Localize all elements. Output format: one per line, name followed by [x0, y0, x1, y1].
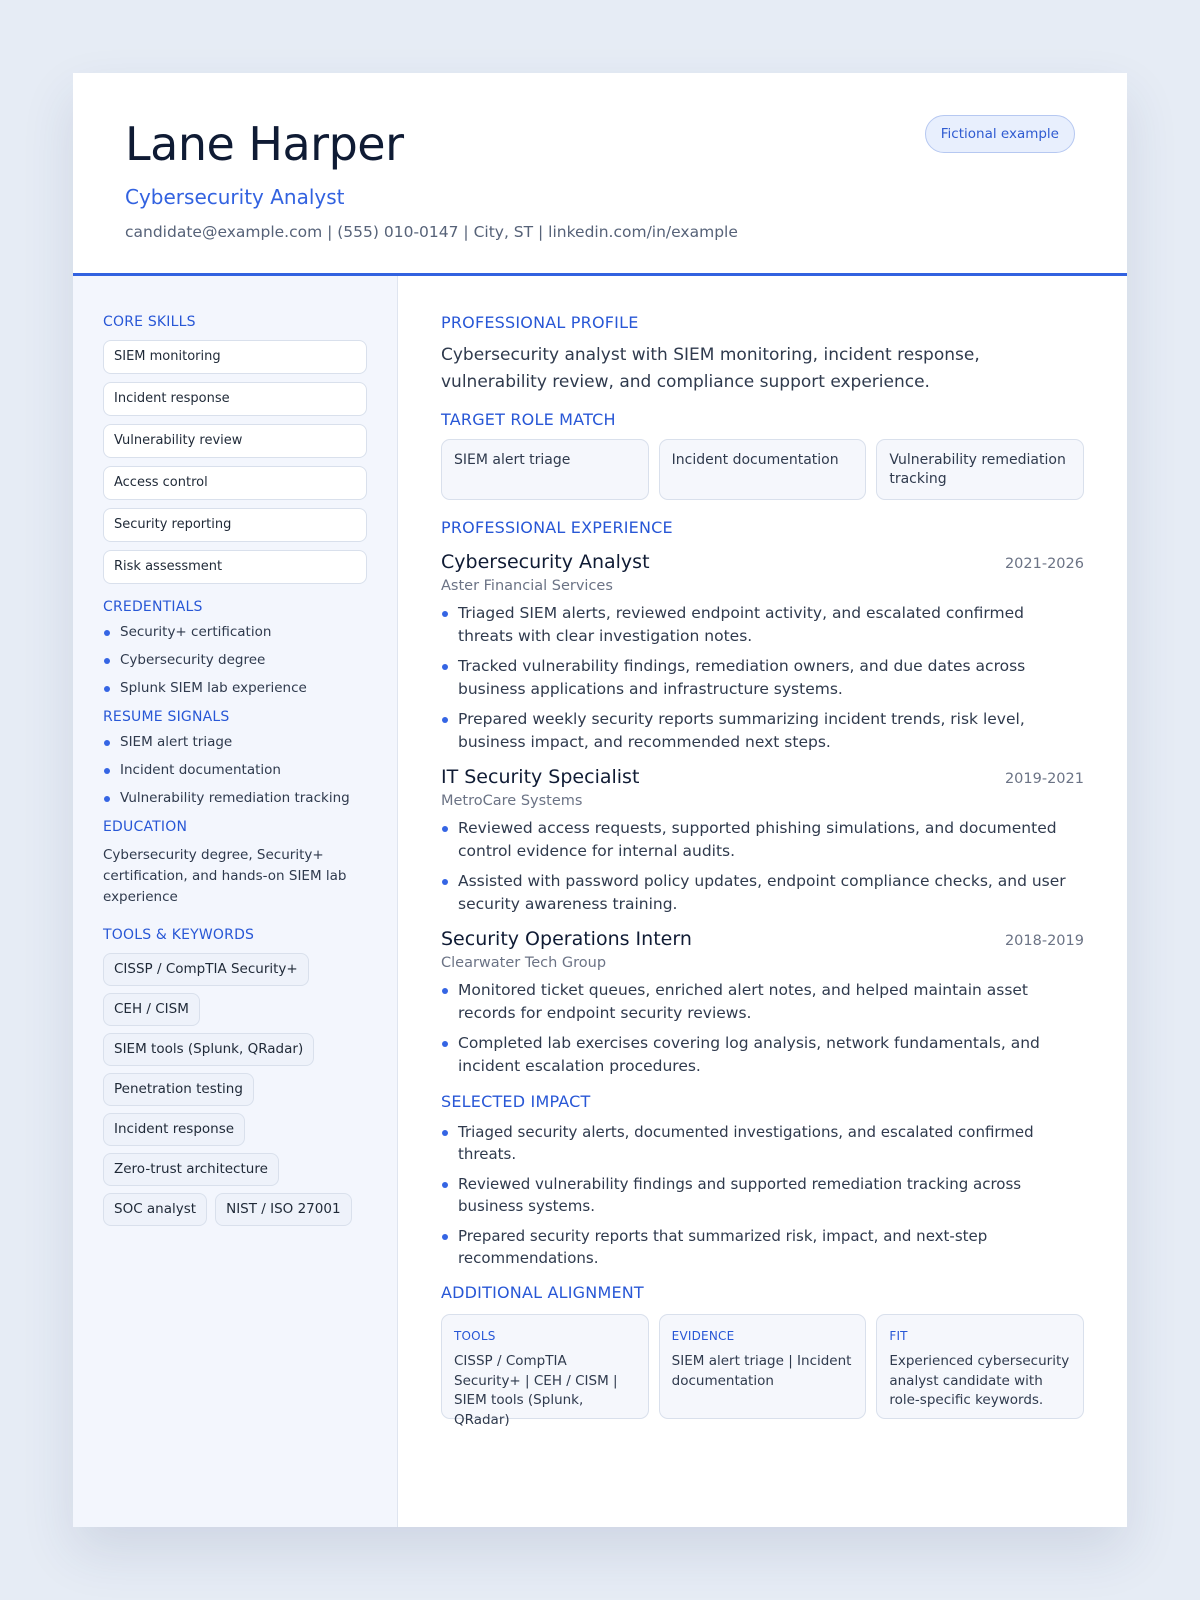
job-title: Cybersecurity Analyst — [441, 551, 650, 573]
skill-item: SIEM monitoring — [103, 340, 367, 374]
keyword-tag: SOC analyst — [103, 1193, 207, 1226]
impact-bullet: Reviewed vulnerability findings and supported remediation tracking across business systems. — [441, 1173, 1084, 1217]
alignment-card-text: Experienced cybersecurity analyst candidate with role-specific keywords. — [889, 1353, 1070, 1408]
keyword-tag: SIEM tools (Splunk, QRadar) — [103, 1033, 314, 1066]
job-title: IT Security Specialist — [441, 766, 640, 788]
impact-bullet: Prepared security reports that summarized risk, impact, and next-step recommendations. — [441, 1225, 1084, 1269]
contact-line: candidate@example.com | (555) 010-0147 | City, ST | linkedin.com/in/example — [125, 223, 738, 241]
education-text: Cybersecurity degree, Security+ certification, and hands-on SIEM lab experience — [103, 847, 347, 905]
tools-title: TOOLS & KEYWORDS — [103, 927, 255, 943]
job-bullet: Prepared weekly security reports summarizing incident trends, risk level, business impact, and recommended next steps. — [441, 708, 1084, 754]
job-company: MetroCare Systems — [441, 793, 583, 809]
alignment-card-tools — [441, 1314, 649, 1428]
job-company: Aster Financial Services — [441, 578, 613, 594]
keyword-tag: CISSP / CompTIA Security+ — [103, 953, 309, 986]
candidate-role: Cybersecurity Analyst — [125, 185, 345, 209]
credential-item: Cybersecurity degree — [103, 651, 367, 669]
keyword-tag: Zero-trust architecture — [103, 1153, 279, 1186]
credential-item: Security+ certification — [103, 623, 367, 641]
signal-item: Vulnerability remediation tracking — [103, 789, 367, 807]
impact-title: SELECTED IMPACT — [441, 1092, 591, 1111]
education-title: EDUCATION — [103, 819, 188, 835]
experience-title: PROFESSIONAL EXPERIENCE — [441, 518, 673, 537]
keyword-tag: Penetration testing — [103, 1073, 254, 1106]
resume-header — [73, 73, 1127, 276]
impact-section — [441, 1092, 1084, 1269]
credentials-title: CREDENTIALS — [103, 599, 203, 615]
target-role-section — [441, 410, 1084, 500]
job-entry — [441, 551, 1084, 754]
profile-section — [441, 313, 1084, 396]
job-entry — [441, 766, 1084, 916]
job-bullet: Triaged SIEM alerts, reviewed endpoint activity, and escalated confirmed threats with clear investigation notes. — [441, 602, 1084, 648]
credentials-section — [103, 599, 367, 697]
job-bullet: Monitored ticket queues, enriched alert notes, and helped maintain asset records for endpoint security reviews. — [441, 979, 1084, 1025]
alignment-card-evidence — [659, 1314, 867, 1419]
main-content — [398, 276, 1127, 1527]
skill-item: Security reporting — [103, 508, 367, 542]
education-section — [103, 819, 367, 908]
target-match-card: Incident documentation — [659, 439, 867, 500]
candidate-name: Lane Harper — [125, 117, 404, 171]
profile-text: Cybersecurity analyst with SIEM monitoring, incident response, vulnerability review, and compliance support experience. — [441, 345, 980, 392]
job-dates: 2019-2021 — [1004, 771, 1084, 787]
tools-section — [103, 927, 367, 1233]
resume-signals-title: RESUME SIGNALS — [103, 709, 230, 725]
job-company: Clearwater Tech Group — [441, 955, 607, 971]
alignment-card-text: CISSP / CompTIA Security+ | CEH / CISM | SIEM tools (Splunk, QRadar) — [454, 1353, 618, 1428]
job-bullet: Assisted with password policy updates, endpoint compliance checks, and user security awareness training. — [441, 870, 1084, 916]
keyword-tag: Incident response — [103, 1113, 245, 1146]
keyword-tag: NIST / ISO 27001 — [215, 1193, 351, 1226]
target-role-title: TARGET ROLE MATCH — [441, 410, 616, 429]
job-dates: 2018-2019 — [1004, 933, 1084, 949]
job-entry — [441, 928, 1084, 1078]
alignment-card-label: TOOLS — [454, 1329, 496, 1343]
skill-item: Access control — [103, 466, 367, 500]
resume-page — [73, 73, 1127, 1527]
profile-title: PROFESSIONAL PROFILE — [441, 313, 639, 332]
job-bullet: Reviewed access requests, supported phishing simulations, and documented control evidence for internal audits. — [441, 817, 1084, 863]
skill-item: Risk assessment — [103, 550, 367, 584]
job-bullet: Tracked vulnerability findings, remediation owners, and due dates across business applications and infrastructure systems. — [441, 655, 1084, 701]
skill-item: Incident response — [103, 382, 367, 416]
job-title: Security Operations Intern — [441, 928, 692, 950]
target-match-card: Vulnerability remediation tracking — [876, 439, 1084, 500]
alignment-card-label: FIT — [889, 1329, 908, 1343]
credential-item: Splunk SIEM lab experience — [103, 679, 367, 697]
core-skills-section — [103, 314, 367, 584]
signal-item: Incident documentation — [103, 761, 367, 779]
impact-bullet: Triaged security alerts, documented investigations, and escalated confirmed threats. — [441, 1121, 1084, 1165]
alignment-card-text: SIEM alert triage | Incident documentation — [671, 1353, 852, 1389]
signal-item: SIEM alert triage — [103, 733, 367, 751]
experience-section — [441, 518, 1084, 1078]
alignment-section — [441, 1283, 1084, 1428]
target-match-card: SIEM alert triage — [441, 439, 649, 500]
sidebar — [73, 276, 398, 1527]
resume-signals-section — [103, 709, 367, 807]
job-dates: 2021-2026 — [1004, 556, 1084, 572]
keyword-tag: CEH / CISM — [103, 993, 200, 1026]
alignment-title: ADDITIONAL ALIGNMENT — [441, 1283, 644, 1302]
fictional-example-badge: Fictional example — [925, 115, 1075, 153]
alignment-card-fit — [876, 1314, 1084, 1419]
core-skills-title: CORE SKILLS — [103, 314, 196, 330]
skill-item: Vulnerability review — [103, 424, 367, 458]
job-bullet: Completed lab exercises covering log analysis, network fundamentals, and incident escalation procedures. — [441, 1032, 1084, 1078]
alignment-card-label: EVIDENCE — [671, 1329, 735, 1343]
